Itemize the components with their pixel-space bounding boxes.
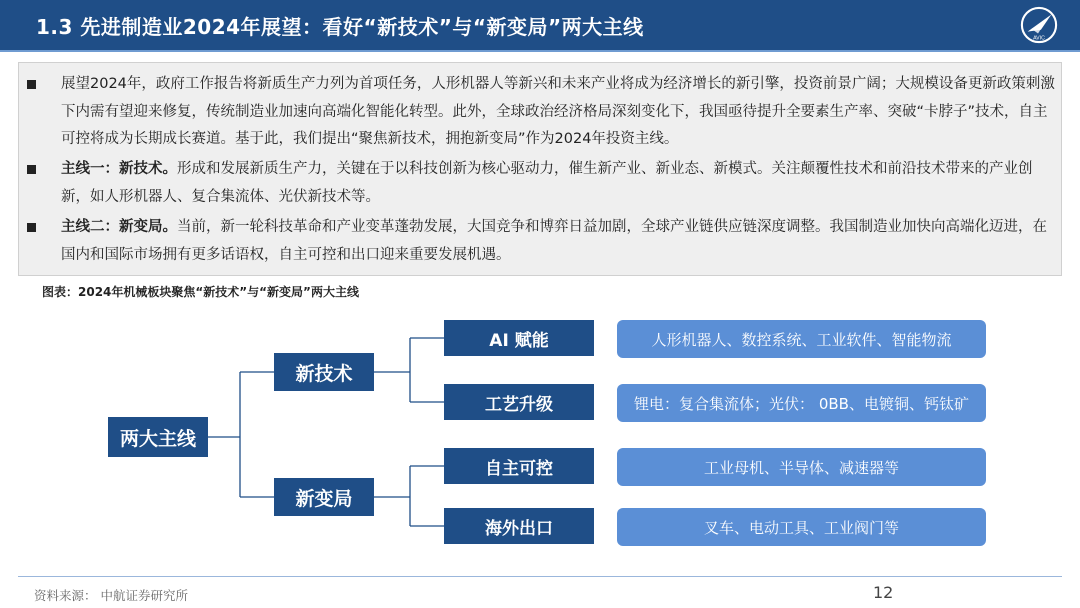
footer-divider xyxy=(18,576,1062,577)
leaf-self-reliance: 自主可控 xyxy=(444,448,594,484)
leaf-ai-empowerment: AI 赋能 xyxy=(444,320,594,356)
detail-overseas-export: 叉车、电动工具、工业阀门等 xyxy=(617,508,986,546)
bullet-square-icon xyxy=(27,165,36,174)
leaf-process-upgrade: 工艺升级 xyxy=(444,384,594,420)
source-note: 资料来源： 中航证券研究所 xyxy=(34,588,188,603)
bullet-square-icon xyxy=(27,223,36,232)
avic-logo-icon xyxy=(1020,6,1058,44)
figure-caption: 图表：2024年机械板块聚焦“新技术”与“新变局”两大主线 xyxy=(42,285,359,299)
branch-new-technology: 新技术 xyxy=(274,353,374,391)
bullet-lead: 主线二：新变局。 xyxy=(61,219,177,235)
logo-text: AVIC xyxy=(1033,35,1045,42)
root-node: 两大主线 xyxy=(108,417,208,457)
bullet-text: 形成和发展新质生产力，关键在于以科技创新为核心驱动力，催生新产业、新业态、新模式。关注颠覆性技术和前沿技术带来的产业创新，如人形机器人、复合集流体、光伏新技术等。 xyxy=(61,161,1033,205)
branch-new-landscape: 新变局 xyxy=(274,478,374,516)
detail-self-reliance: 工业母机、半导体、减速器等 xyxy=(617,448,986,486)
detail-process-upgrade: 锂电：复合集流体；光伏： 0BB、电镀铜、钙钛矿 xyxy=(617,384,986,422)
page-title: 1.3 先进制造业2024年展望：看好“新技术”与“新变局”两大主线 xyxy=(36,15,644,39)
theme-tree-diagram xyxy=(0,300,1080,572)
page-number: 12 xyxy=(873,583,894,602)
bullet-lead: 主线一：新技术。 xyxy=(61,161,177,177)
bullet-new-landscape xyxy=(27,214,1057,269)
header-divider xyxy=(0,50,1080,52)
detail-ai-empowerment: 人形机器人、数控系统、工业软件、智能物流 xyxy=(617,320,986,358)
bullet-square-icon xyxy=(27,80,36,89)
summary-panel xyxy=(18,62,1062,276)
bullet-new-technology xyxy=(27,156,1057,211)
header-bar xyxy=(0,0,1080,50)
bullet-text: 展望2024年，政府工作报告将新质生产力列为首项任务，人形机器人等新兴和未来产业将成为经济增长的新引擎，投资前景广阔；大规模设备更新政策刺激下内需有望迎来修复，传统制造业加速向高端化智能化转型。此外，全球政治经济格局深刻变化下，我国亟待提升全要素生产率、突破“卡脖子”技术，自主可控将成为长期成长赛道。基于此，我们提出“聚焦新技术，拥抱新变局”作为2024年投资主线。 xyxy=(61,76,1055,147)
leaf-overseas-export: 海外出口 xyxy=(444,508,594,544)
bullet-text: 当前，新一轮科技革命和产业变革蓬勃发展，大国竞争和博弈日益加剧，全球产业链供应链深度调整。我国制造业加快向高端化迈进，在国内和国际市场拥有更多话语权，自主可控和出口迎来重要发展机遇。 xyxy=(61,219,1047,263)
bullet-outlook xyxy=(27,71,1057,154)
